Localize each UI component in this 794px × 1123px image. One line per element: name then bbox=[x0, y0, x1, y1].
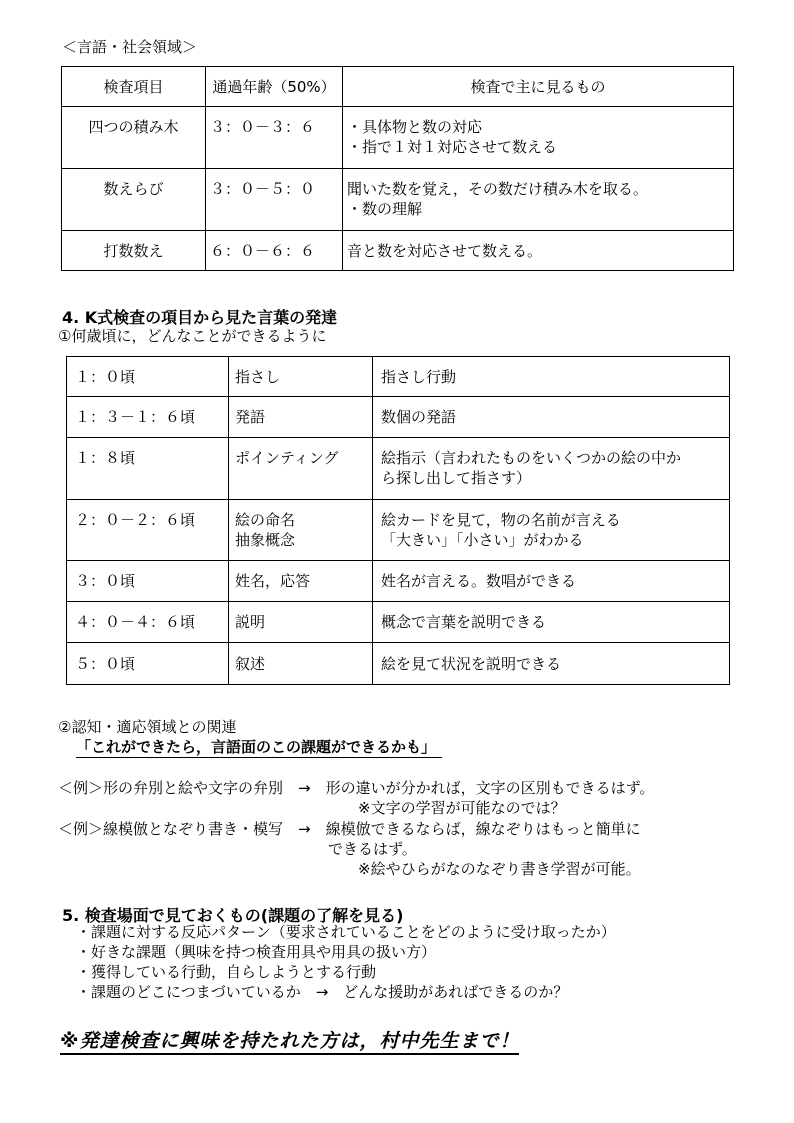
list-item: ・好きな課題（興味を持つ検査用具や用具の扱い方） bbox=[76, 943, 437, 961]
row-desc: 姓名が言える。数唱ができる bbox=[373, 561, 730, 602]
example-line: ※文字の学習が可能なのでは？ bbox=[58, 799, 566, 817]
row-desc: 絵カードを見て，物の名前が言える 「大きい」「小さい」がわかる bbox=[373, 500, 730, 561]
row-item: 絵の命名 抽象概念 bbox=[229, 500, 373, 561]
row-item: 姓名，応答 bbox=[229, 561, 373, 602]
row-desc: 指さし行動 bbox=[373, 357, 730, 397]
row-age: １：８頃 bbox=[67, 438, 229, 500]
table-row bbox=[67, 397, 730, 438]
list-item: ・課題のどこにつまづいているか → どんな援助があればできるのか？ bbox=[76, 983, 569, 1001]
relation-heading: ②認知・適応領域との関連 bbox=[58, 718, 237, 736]
example-line: ＜例＞線模倣となぞり書き・模写 → 線模倣できるならば，線なぞりはもっと簡単に bbox=[58, 820, 641, 838]
list-item: ・獲得している行動，自らしようとする行動 bbox=[76, 963, 377, 981]
table-row bbox=[67, 500, 730, 561]
row-item: 指さし bbox=[229, 357, 373, 397]
section4-subheading: ①何歳頃に，どんなことができるように bbox=[58, 327, 327, 345]
lang-social-table bbox=[61, 66, 734, 271]
table-row bbox=[62, 107, 734, 169]
table-row bbox=[67, 643, 730, 685]
header-notes: 検査で主に見るもの bbox=[343, 67, 734, 107]
row-item: ポインティング bbox=[229, 438, 373, 500]
header-age: 通過年齢（50%） bbox=[206, 67, 343, 107]
table-row bbox=[67, 602, 730, 643]
row-notes: ・具体物と数の対応 ・指で１対１対応させて数える bbox=[343, 107, 734, 169]
section4-heading: 4. K式検査の項目から見た言葉の発達 bbox=[62, 308, 338, 327]
row-age: ６：０－６：６ bbox=[206, 231, 343, 271]
row-desc: 絵指示（言われたものをいくつかの絵の中か ら探し出して指さす） bbox=[373, 438, 730, 500]
row-desc: 数個の発語 bbox=[373, 397, 730, 438]
row-desc: 絵を見て状況を説明できる bbox=[373, 643, 730, 685]
example-line: ＜例＞形の弁別と絵や文字の弁別 → 形の違いが分かれば，文字の区別もできるはず。 bbox=[58, 779, 655, 797]
row-age: ４：０－４：６頃 bbox=[67, 602, 229, 643]
table-header-row bbox=[62, 67, 734, 107]
row-notes: 音と数を対応させて数える。 bbox=[343, 231, 734, 271]
table-row bbox=[67, 561, 730, 602]
row-age: ２：０－２：６頃 bbox=[67, 500, 229, 561]
list-item: ・課題に対する反応パターン（要求されていることをどのように受け取ったか） bbox=[76, 923, 616, 941]
relation-phrase: 「これができたら，言語面のこの課題ができるかも」 bbox=[76, 736, 442, 758]
row-age: ３：０－３：６ bbox=[206, 107, 343, 169]
row-item: 叙述 bbox=[229, 643, 373, 685]
row-item: 打数数え bbox=[62, 231, 206, 271]
table-row bbox=[67, 438, 730, 500]
example-line: できるはず。 bbox=[58, 840, 417, 858]
row-age: ５：０頃 bbox=[67, 643, 229, 685]
row-age: １：３－１：６頃 bbox=[67, 397, 229, 438]
row-item: 説明 bbox=[229, 602, 373, 643]
row-age: ３：０頃 bbox=[67, 561, 229, 602]
row-age: １：０頃 bbox=[67, 357, 229, 397]
table-row bbox=[62, 231, 734, 271]
language-development-table bbox=[66, 356, 730, 685]
section-title-lang-social: ＜言語・社会領域＞ bbox=[62, 38, 198, 56]
header-item: 検査項目 bbox=[62, 67, 206, 107]
example-line: ※絵やひらがなのなぞり書き学習が可能。 bbox=[58, 860, 641, 878]
table-row bbox=[67, 357, 730, 397]
row-item: 発語 bbox=[229, 397, 373, 438]
row-item: 数えらび bbox=[62, 169, 206, 231]
row-notes: 聞いた数を覚え，その数だけ積み木を取る。 ・数の理解 bbox=[343, 169, 734, 231]
table-row bbox=[62, 169, 734, 231]
row-age: ３：０－５：０ bbox=[206, 169, 343, 231]
row-desc: 概念で言葉を説明できる bbox=[373, 602, 730, 643]
footer-note: ※発達検査に興味を持たれた方は，村中先生まで！ bbox=[60, 1026, 519, 1055]
row-item: 四つの積み木 bbox=[62, 107, 206, 169]
section5-heading: 5. 検査場面で見ておくもの(課題の了解を見る) bbox=[62, 906, 404, 925]
